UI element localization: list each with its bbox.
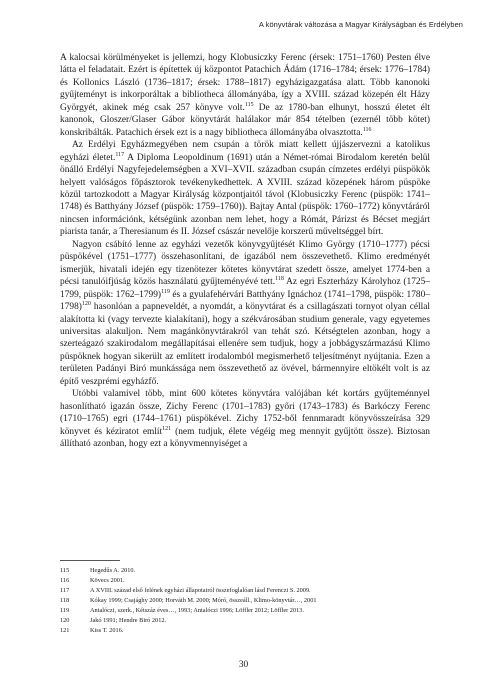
footnote-divider — [60, 560, 120, 561]
paragraph-2: Az Erdélyi Egyházmegyében nem csupán a török miatt kellett újjászervezni a katolikus egyházi életet.$^{117}$ A Diploma Leopoldinum (1691) után a Német-római Birodalom keretén belül önálló Erdélyi Nagyfejedelemségben a XVI–XVII. században csupán címzetes erdélyi püspökök helyett valóságos főpásztorok tevékenykedhettek. A XVIII. század közepének három püspöke közül tartozkodott a Magyar Királyság központjaitól távol (Klobusiczky Ferenc (püspök: 1741–1748) és Batthyány József (püspök: 1759–1760)). Bajtay Antal (püspök: 1760–1772) könyvtáráról nincsen információnk, kétségünk azonban nem lehet, hogy a Rómát, Párizst és Bécset megjárt piarista tanár, a Theresianum és II. József császár nevelője korszerű műveltséggel bírt. — [60, 140, 430, 238]
footnote — [60, 576, 430, 586]
footnote-ref[interactable]: 115 — [244, 101, 254, 108]
footnotes — [60, 566, 430, 636]
page-number: 30 — [238, 660, 249, 670]
footnote-number: 121 — [60, 627, 70, 634]
paragraph-4: Utóbbi valamivel több, mint 600 kötetes könyvtára valójában két kortárs gyűjteménnyel hasonlítható igazán össze, Zichy Ferenc (1701–1783) győri (1743–1783) és Barkóczy Ferenc (1710–1765) egri (1744–1761) püspökével. Zichy 1752-ből fennmaradt könyvösszeírása 329 könyvet és kéziratot említ$^{121}$ (nem tudjuk, élete végéig meg mennyit gyűjtött össze). Biztosan állítható azonban, hogy ezt a könyvmennyiséget a — [60, 389, 430, 450]
footnote — [60, 586, 430, 596]
running-head: A könyvtárak változása a Magyar Királyságban és Erdélyben — [258, 20, 463, 29]
footnote-number: 116 — [60, 577, 70, 584]
footnote-ref[interactable]: 121 — [162, 425, 172, 432]
footnote-text: A XVIII. század első felének egyházi állapotairól összefoglalóan lásd Ferenczi S. 2009. — [90, 587, 311, 594]
footnote — [60, 566, 430, 576]
footnote-ref[interactable]: 120 — [81, 300, 91, 307]
footnote-ref[interactable]: 117 — [115, 151, 125, 158]
footnote — [60, 596, 430, 606]
footnote — [60, 626, 430, 636]
footnote-number: 120 — [60, 617, 70, 624]
footnote-number: 118 — [60, 597, 70, 604]
footnote-number: 117 — [60, 587, 70, 594]
footnote-text: Kókay 1999; Csajághy 2000; Horváth M. 2000; Móró, összeáll., Klimo-könyvtár…, 2001 — [90, 597, 317, 604]
footnote-text: Antalóczi, szerk., Kétszáz éves…, 1993; Antalóczi 1996; Löffler 2012; Löffler 2013. — [90, 607, 304, 614]
footnote-text: Hegedűs A. 2010. — [90, 567, 136, 574]
footnote — [60, 616, 430, 626]
footnote-number: 119 — [60, 607, 70, 614]
paragraph-3: Nagyon csábító lenne az egyházi vezetők könyvgyűjtését Klimo György (1710–1777) pécsi püspökével (1751–1777) összehasonlítani, de igazából nem összevethető. Klimo eredményét ismerjük, hivatali idején egy tizenötezer kötetes könyvtárat szedett össze, amelyet 1774-ben a pécsi tanulóifjúság közös használatú gyűjteményévé tett.$^{118}$ Az egri Eszterházy Károlyhoz (1725–1799, püspök: 1762–1799)$^{119}$ és a gyulafehérvári Batthyány Ignáchoz (1741–1798, püspök: 1780–1798)$^{120}$ hasonlóan a papneveldét, a nyomdát, a könyvtárat és a csillagászati tornyot olyan céllal alakította ki (vagy tervezte kialakítani), hogy a székvárosában studium generale, vagy egyetemes universitas alakuljon. Nem magánkönyvtárakról van tehát szó. Kétségtelen azonban, hogy a szerteágazó szakirodalom megállapításai ellenére sem tudjuk, hogy a jobbágyszármazású Klimo püspöknek hogyan sikerült az említett irodalomból megismerhető teljesítményt nyújtania. Ezen a területen Padányi Biró munkássága nem összevethető az övével, bármennyire eltökélt volt is az építő veszprémi egyházfő. — [60, 239, 430, 387]
footnote-text: Jakó 1991; Hendre Biró 2012. — [90, 617, 167, 624]
paragraph-1: A kalocsai körülményeket is jellemzi, hogy Klobusiczky Ferenc (érsek: 1751–1760) Pesten élve látta el feladatait. Ezért is építettek új központot Patachich Ádám (1716–1784; érsek: 1776–1784) és Kollonics László (1736–1817; érsek: 1788–1817) egyházigazgatása alatt. Több kanonoki gyűjteményt is inkorporáltak a bibliotheca állományába, így a XVIII. század közepén élt Házy Györgyét, akinek még csak 257 könyve volt.$^{115}$ De az 1780-ban elhunyt, hosszú életet élt kanonok, Gloszer/Glaser Gábor könyvtárát halálakor már 854 tételben (ezernél több kötet) konskribálták. Patachich érsek ezt is a nagy bibliotheca állományába olvasztotta.$^{116}$ — [60, 53, 430, 138]
footnote-text: Kiss T. 2016. — [90, 627, 124, 634]
footnote-number: 115 — [60, 567, 70, 574]
footnote — [60, 606, 430, 616]
footnote-text: Kövecs 2001. — [90, 577, 125, 584]
footnote-ref[interactable]: 116 — [362, 126, 372, 133]
footnote-ref[interactable]: 119 — [161, 288, 170, 295]
footnote-ref[interactable]: 118 — [275, 276, 284, 283]
body-text — [60, 52, 430, 451]
